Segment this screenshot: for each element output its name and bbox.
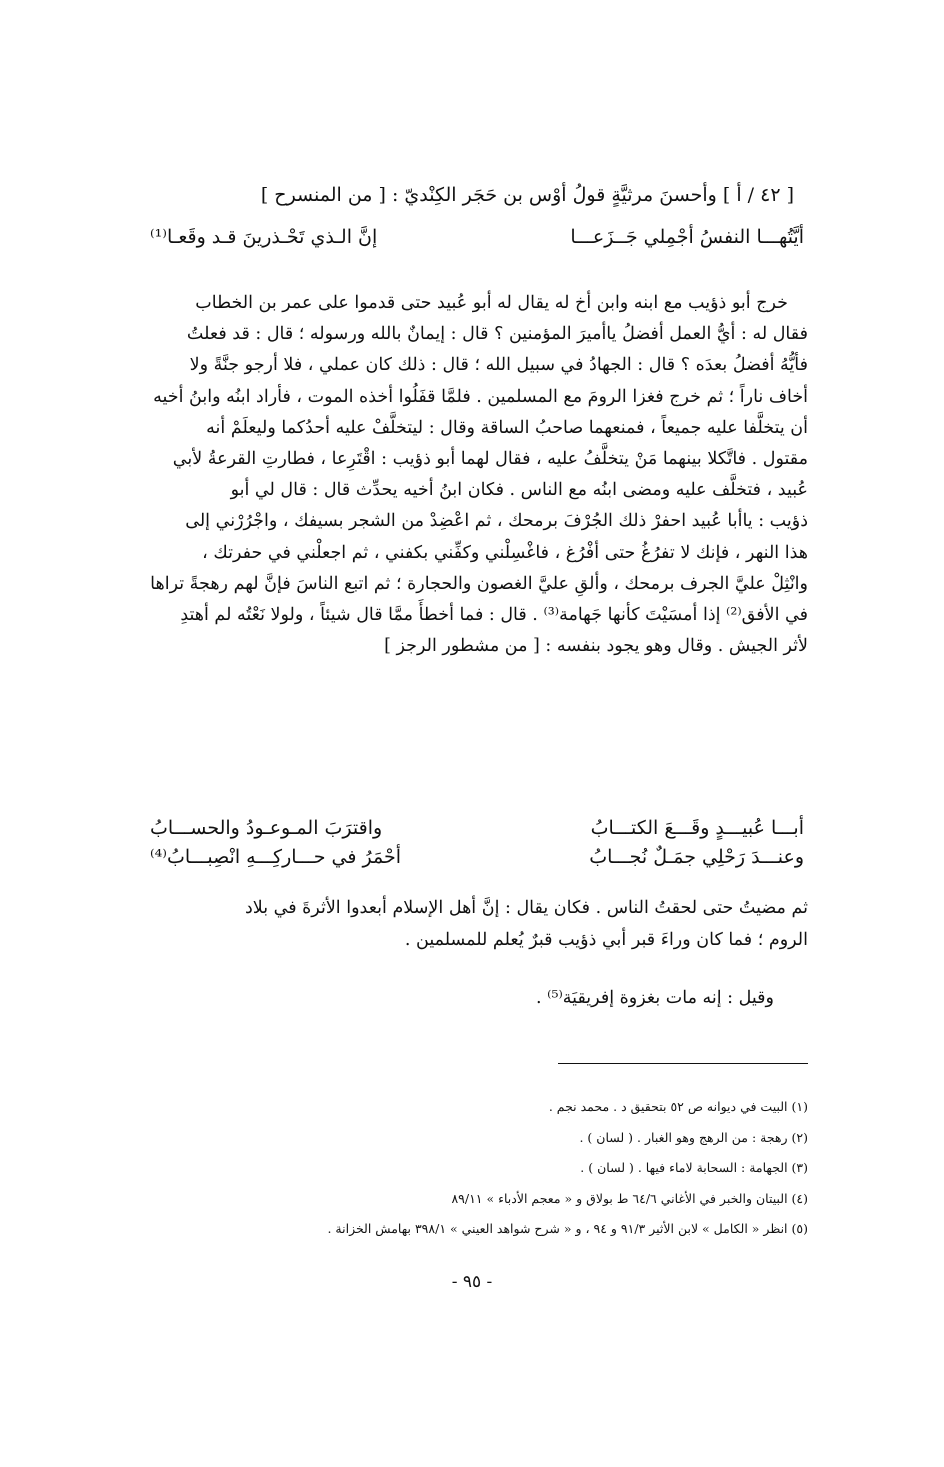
page-number: - ٩٥ - bbox=[451, 1272, 493, 1292]
body-line: الروم ؛ فما كان وراءَ قبر أبي ذؤيب قبرٌ يُعلم للمسلمين . bbox=[404, 930, 808, 950]
verse-1-second-hemistich: إنَّ الـذي تَحْـذرينَ قـد وقَعـا⁽¹⁾ bbox=[150, 226, 378, 248]
footnotes bbox=[138, 1092, 808, 1245]
body-line: أخاف ناراً ؛ ثم خرج فغزا الرومَ مع المسلمين . فلمَّا قفَلُوا أخذه الموت ، فأراد ابنُه وابنُ أخيه bbox=[153, 386, 808, 407]
verse-2-first-hemistich: أبـــا عُبيـــدٍ وقَـــعَ الكتـــابُ bbox=[590, 817, 804, 839]
footnote-5: (٥) انظر « الكامل » لابن الأثير ٩١/٣ و ٩٤ ، و « شرح شواهد العيني » ٣٩٨/١ بهامش الخزانة . bbox=[327, 1221, 808, 1236]
body-line: فقال له : أيُّ العمل أفضلُ ياأميرَ المؤمنين ؟ قال : إيمانٌ بالله ورسوله ؛ قال : قد فعلتُ bbox=[186, 324, 808, 345]
body-line: خرج أبو ذؤيب مع ابنه وابن أخ له يقال له أبو عُبيد حتى قدموا على عمر بن الخطاب bbox=[195, 293, 788, 313]
verse-1-first-hemistich: أيَّتُهـــا النفسُ أجْمِلي جَــزَعـــا bbox=[570, 226, 804, 248]
body-line: فأيُّهُ أفضلُ بعدَه ؟ قال : الجهادُ في سبيل الله ؛ قال : ذلك كان عملي ، فلا أرجو جنَّةً ولا bbox=[189, 355, 808, 376]
footnote-4: (٤) البيتان والخبر في الأغاني ٦٤/٦ ط بولاق و « معجم الأدباء » ٨٩/١١ bbox=[451, 1190, 808, 1206]
footnote-divider bbox=[558, 1063, 808, 1064]
body-line: لأثر الجيش . وقال وهو يجود بنفسه : [ من مشطور الرجز ] bbox=[384, 636, 808, 657]
third-paragraph: وقيل : إنه مات بغزوة إفريقيَة⁽⁵⁾ . bbox=[536, 988, 774, 1008]
main-paragraph bbox=[138, 288, 808, 662]
body-line: عُبيد ، فتخلَّف عليه ومضى ابنُه مع الناس . فكان ابنُ أخيه يحدِّث قال : قال لي أبو bbox=[230, 480, 808, 501]
footnote-1: (١) البيت في ديوانه ص ٥٢ بتحقيق د . محمد نجم . bbox=[548, 1099, 808, 1114]
body-line: ثم مضيتُ حتى لحقتُ الناس . فكان يقال : إنَّ أهل الإسلام أبعدوا الأثرةَ في بلاد bbox=[244, 898, 808, 918]
body-line: ذؤيب : ياأبا عُبيد احفرْ ذلك الجُرْفَ برمحك ، ثم اعْضِدْ من الشجر بسيفك ، واجْرُرْني إلى bbox=[185, 511, 808, 532]
verse-2-second-hemistich: واقترَبَ المـوعـودُ والحســـابُ bbox=[150, 817, 383, 839]
verse-3-second-hemistich: أحْمَرُ في حـــاركِـــهِ انْصِبـــابُ⁽⁴⁾ bbox=[150, 846, 401, 868]
body-line: هذا النهر ، فإنك لا تفرُغُ حتى أفْرُغ ، فاغْسِلْني وكفِّني بكفني ، ثم اجعلْني في حفرتك ، bbox=[202, 542, 808, 563]
body-line: أن يتخلَّفا عليه جميعاً ، فمنعهما صاحبُ الساقة وقال : ليتخلَّفْ عليه أحدُكما وليعلَمْ أنه bbox=[206, 417, 808, 438]
body-line: في الأفق⁽²⁾ إذا أمسَيْتَ كأنها جَهامة⁽³⁾ . قال : فما أخطأَ ممَّا قال شيئاً ، ولولا نَعْتُه لم أهتدِ bbox=[180, 605, 808, 626]
verse-3-first-hemistich: وعنـــدَ رَحْلِي جمَـلٌ نُجـــابُ bbox=[589, 846, 804, 868]
body-line: وانْثِلْ عليَّ الجرف برمحك ، وألقِ عليَّ الغصون والحجارة ؛ ثم اتبع الناسَ فإنَّ لهم رهجةً تراها bbox=[150, 573, 808, 594]
footnote-2: (٢) رهجة : من الرهج وهو الغبار . ( لسان ) . bbox=[579, 1129, 808, 1145]
footnote-3: (٣) الجهامة : السحابة لاماء فيها . ( لسان ) . bbox=[580, 1160, 808, 1175]
section-heading: [ ٤٢ / أ ] وأحسنَ مرثيَّةٍ قولُ أوْس بن حَجَر الكِنْديّ : [ من المنسرح ] bbox=[260, 184, 794, 206]
body-line: مقتول . فاتَّكلا بينهما مَنْ يتخلَّفُ عليه ، فقال لهما أبو ذؤيب : اقْتَرِعا ، فطارتِ القرعةُ لأبي bbox=[172, 449, 808, 470]
second-paragraph bbox=[138, 892, 808, 956]
